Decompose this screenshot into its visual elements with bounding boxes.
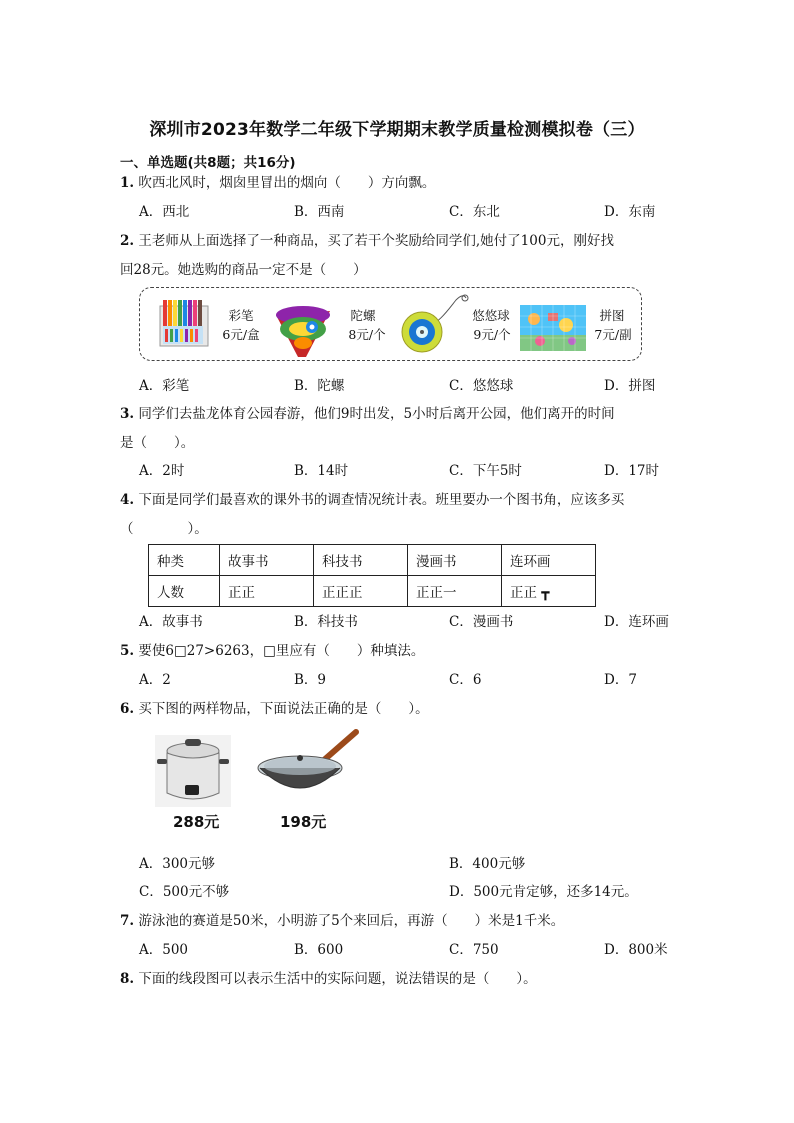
q1-option-d[interactable]: D．东南 — [604, 204, 656, 220]
q1-option-c[interactable]: C．东北 — [449, 204, 500, 220]
table-cell: 种类 — [149, 545, 220, 576]
question-5 — [120, 639, 424, 659]
q1-option-a[interactable]: A．西北 — [139, 204, 190, 220]
q5-option-a[interactable]: A．2 — [139, 672, 171, 688]
question-number: 6. — [120, 701, 135, 717]
rice-cooker-price: 288元 — [173, 813, 220, 831]
q7-option-c[interactable]: C．750 — [449, 942, 499, 958]
q5-option-c[interactable]: C．6 — [449, 672, 482, 688]
section-heading: 一、单选题(共8题；共16分) — [120, 155, 296, 171]
q4-option-b[interactable]: B．科技书 — [294, 614, 358, 630]
q3-option-a[interactable]: A．2时 — [139, 463, 185, 479]
question-number: 7. — [120, 913, 135, 929]
question-4 — [120, 488, 624, 508]
q6-option-a[interactable]: A．300元够 — [139, 856, 216, 872]
puzzle-icon — [520, 305, 586, 351]
question-number: 4. — [120, 492, 135, 508]
marker-box-icon — [158, 296, 210, 352]
question-4-line2: （ ）。 — [120, 521, 208, 537]
table-row — [149, 576, 596, 607]
question-text-line1: 王老师从上面选择了一种商品，买了若干个奖励给同学们,她付了100元，刚好找 — [138, 233, 614, 249]
product-name: 彩笔 — [228, 308, 254, 323]
question-3 — [120, 402, 615, 422]
q2-option-a[interactable]: A．彩笔 — [139, 378, 190, 394]
question-7 — [120, 909, 564, 929]
question-number: 8. — [120, 971, 135, 987]
table-cell: 漫画书 — [408, 545, 502, 576]
table-cell: 正正一 — [408, 576, 502, 607]
question-2-line2: 回28元。她选购的商品一定不是（ ） — [120, 262, 367, 278]
table-cell: 故事书 — [220, 545, 314, 576]
q7-option-b[interactable]: B．600 — [294, 942, 344, 958]
yoyo-icon — [400, 292, 470, 356]
q6-option-c[interactable]: C．500元不够 — [139, 884, 230, 900]
spinning-top-icon — [272, 301, 334, 359]
page-title: 深圳市2023年数学二年级下学期期末教学质量检测模拟卷（三） — [149, 120, 645, 140]
product-name: 陀螺 — [350, 308, 376, 323]
survey-table — [148, 544, 596, 607]
question-text: 买下图的两样物品，下面说法正确的是（ ）。 — [138, 701, 429, 717]
q3-option-d[interactable]: D．17时 — [604, 463, 660, 479]
q7-option-d[interactable]: D．800米 — [604, 942, 668, 958]
q3-option-c[interactable]: C．下午5时 — [449, 463, 522, 479]
product-price: 6元/盒 — [222, 327, 260, 342]
table-cell: 正正 — [220, 576, 314, 607]
question-text: 要使6□27>6263，□里应有（ ）种填法。 — [138, 643, 425, 659]
q2-option-d[interactable]: D．拼图 — [604, 378, 656, 394]
q4-option-a[interactable]: A．故事书 — [139, 614, 203, 630]
question-text: 吹西北风时，烟囱里冒出的烟向（ ）方向飘。 — [138, 175, 436, 191]
q2-option-c[interactable]: C．悠悠球 — [449, 378, 514, 394]
rice-cooker-icon — [155, 735, 231, 807]
question-number: 5. — [120, 643, 135, 659]
q2-option-b[interactable]: B．陀螺 — [294, 378, 345, 394]
question-text-line1: 同学们去盐龙体育公园春游，他们9时出发，5小时后离开公园，他们离开的时间 — [138, 406, 615, 422]
table-cell: 正正正 — [314, 576, 408, 607]
q6-option-b[interactable]: B．400元够 — [449, 856, 526, 872]
table-cell: 人数 — [149, 576, 220, 607]
q1-option-b[interactable]: B．西南 — [294, 204, 345, 220]
table-cell: 科技书 — [314, 545, 408, 576]
q7-option-a[interactable]: A．500 — [139, 942, 189, 958]
question-number: 1. — [120, 175, 135, 191]
table-cell: 正正 ┳ — [502, 576, 596, 607]
table-cell: 连环画 — [502, 545, 596, 576]
q4-option-c[interactable]: C．漫画书 — [449, 614, 514, 630]
q6-option-d[interactable]: D．500元肯定够，还多14元。 — [449, 884, 638, 900]
product-name: 悠悠球 — [472, 308, 510, 323]
question-text: 游泳池的赛道是50米，小明游了5个来回后，再游（ ）米是1千米。 — [138, 913, 565, 929]
q3-option-b[interactable]: B．14时 — [294, 463, 349, 479]
product-price: 8元/个 — [348, 327, 386, 342]
question-2 — [120, 229, 614, 249]
wok-price: 198元 — [280, 813, 327, 831]
question-1 — [120, 171, 435, 191]
question-text: 下面的线段图可以表示生活中的实际问题，说法错误的是（ ）。 — [138, 971, 537, 987]
product-price: 7元/副 — [594, 327, 632, 342]
question-number: 2. — [120, 233, 135, 249]
question-number: 3. — [120, 406, 135, 422]
product-price: 9元/个 — [473, 327, 511, 342]
table-header-row — [149, 545, 596, 576]
q5-option-b[interactable]: B．9 — [294, 672, 327, 688]
product-name: 拼图 — [599, 308, 625, 323]
q5-option-d[interactable]: D．7 — [604, 672, 637, 688]
question-3-line2: 是（ ）。 — [120, 435, 195, 451]
wok-icon — [254, 728, 360, 802]
question-6 — [120, 697, 429, 717]
question-text-line1: 下面是同学们最喜欢的课外书的调查情况统计表。班里要办一个图书角，应该多买 — [138, 492, 625, 508]
question-8 — [120, 967, 537, 987]
q4-option-d[interactable]: D．连环画 — [604, 614, 669, 630]
